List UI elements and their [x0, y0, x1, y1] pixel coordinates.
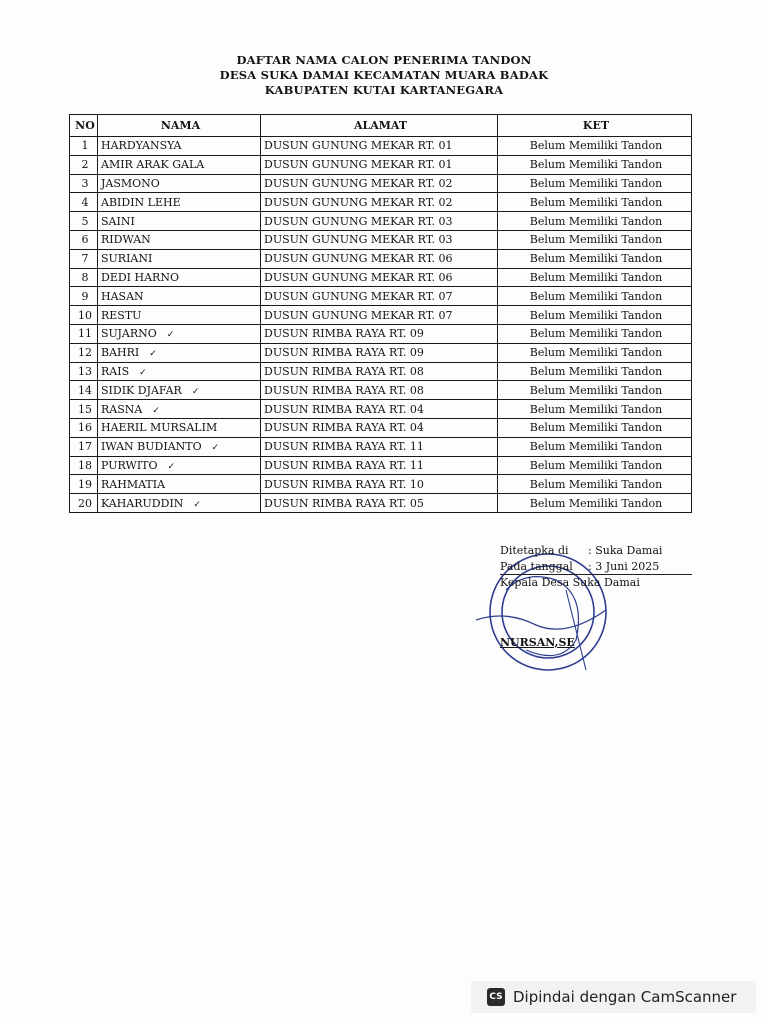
place-value: : Suka Damai [588, 544, 663, 557]
table-body [70, 137, 692, 513]
row-status-text: Belum Memiliki Tandon [529, 289, 663, 303]
row-status-text: Belum Memiliki Tandon [529, 383, 663, 397]
row-address [261, 212, 498, 231]
row-address [261, 137, 498, 156]
row-status-text: Belum Memiliki Tandon [529, 327, 663, 341]
row-address [261, 362, 498, 381]
row-number-text: 3 [81, 176, 89, 190]
row-name-text: KAHARUDDIN [101, 496, 184, 510]
row-address-text: DUSUN RIMBA RAYA RT. 11 [264, 440, 424, 454]
row-status-text: Belum Memiliki Tandon [529, 214, 663, 228]
row-status [498, 137, 692, 156]
row-status [498, 212, 692, 231]
date-value: : 3 Juni 2025 [588, 559, 660, 573]
row-number [70, 230, 98, 249]
row-status [498, 230, 692, 249]
row-number-text: 6 [81, 233, 89, 247]
row-number [70, 268, 98, 287]
row-status [498, 437, 692, 456]
row-name [98, 137, 261, 156]
row-status-text: Belum Memiliki Tandon [529, 364, 663, 378]
row-name [98, 437, 261, 456]
row-address-text: DUSUN GUNUNG MEKAR RT. 06 [264, 270, 453, 284]
table-row [70, 456, 692, 475]
row-address-text: DUSUN RIMBA RAYA RT. 08 [264, 364, 424, 378]
row-name [98, 268, 261, 287]
row-address-text: DUSUN GUNUNG MEKAR RT. 06 [264, 252, 453, 266]
row-number [70, 475, 98, 494]
row-status [498, 324, 692, 343]
row-address [261, 306, 498, 325]
row-name [98, 475, 261, 494]
row-status-text: Belum Memiliki Tandon [529, 252, 663, 266]
row-number-text: 9 [81, 289, 89, 303]
row-address [261, 174, 498, 193]
header-nama: NAMA [98, 115, 261, 137]
row-name-text: ABIDIN LEHE [101, 195, 181, 209]
row-number [70, 437, 98, 456]
row-status-text: Belum Memiliki Tandon [529, 496, 663, 510]
table-row [70, 362, 692, 381]
row-status-text: Belum Memiliki Tandon [529, 421, 663, 435]
table-row [70, 212, 692, 231]
row-number [70, 362, 98, 381]
row-number-text: 19 [78, 477, 92, 491]
row-name [98, 306, 261, 325]
row-name [98, 381, 261, 400]
table-row [70, 494, 692, 513]
row-name [98, 155, 261, 174]
row-address-text: DUSUN RIMBA RAYA RT. 11 [264, 458, 424, 472]
row-name [98, 343, 261, 362]
row-status [498, 381, 692, 400]
row-address [261, 193, 498, 212]
row-number [70, 400, 98, 419]
row-name-text: RASNA [101, 402, 143, 416]
row-name [98, 324, 261, 343]
row-name [98, 212, 261, 231]
row-status-text: Belum Memiliki Tandon [529, 440, 663, 454]
row-address-text: DUSUN RIMBA RAYA RT. 04 [264, 402, 424, 416]
table-row [70, 437, 692, 456]
checkmark-icon: ✓ [191, 386, 200, 397]
row-status [498, 343, 692, 362]
row-address [261, 400, 498, 419]
row-address-text: DUSUN RIMBA RAYA RT. 05 [264, 496, 424, 510]
row-number-text: 16 [78, 421, 92, 435]
row-number-text: 12 [78, 346, 92, 360]
table-row [70, 268, 692, 287]
row-number [70, 343, 98, 362]
table-row [70, 249, 692, 268]
title-line-3: KABUPATEN KUTAI KARTANEGARA [264, 83, 504, 97]
row-number-text: 7 [81, 252, 89, 266]
table-row [70, 400, 692, 419]
table-row [70, 306, 692, 325]
row-status [498, 475, 692, 494]
row-status [498, 418, 692, 437]
place-label: Ditetapka di [500, 544, 569, 557]
row-name-text: RAIS [101, 364, 130, 378]
title-line-2: DESA SUKA DAMAI KECAMATAN MUARA BADAK [219, 68, 549, 82]
row-name-text: AMIR ARAK GALA [101, 158, 205, 172]
row-number [70, 324, 98, 343]
row-name [98, 230, 261, 249]
row-address [261, 343, 498, 362]
row-status [498, 287, 692, 306]
row-address-text: DUSUN RIMBA RAYA RT. 08 [264, 383, 424, 397]
row-address [261, 456, 498, 475]
row-name-text: RAHMATIA [101, 477, 166, 491]
table-row [70, 343, 692, 362]
checkmark-icon: ✓ [152, 405, 160, 416]
row-status-text: Belum Memiliki Tandon [529, 139, 663, 153]
row-name [98, 494, 261, 513]
row-status-text: Belum Memiliki Tandon [529, 195, 663, 209]
row-name [98, 400, 261, 419]
row-name-text: HARDYANSYA [101, 139, 182, 153]
camscanner-badge [471, 981, 756, 1013]
signer-name: NURSAN,SE [500, 636, 575, 649]
header-no: NO [70, 115, 98, 137]
row-number-text: 2 [81, 158, 89, 172]
row-name-text: PURWITO [101, 458, 158, 472]
row-address [261, 324, 498, 343]
checkmark-icon: ✓ [211, 443, 220, 454]
row-name-text: RESTU [101, 308, 142, 322]
row-name-text: SIDIK DJAFAR [101, 383, 182, 397]
row-number-text: 5 [81, 214, 89, 228]
row-name [98, 193, 261, 212]
table-row [70, 193, 692, 212]
row-address [261, 418, 498, 437]
row-name-text: IWAN BUDIANTO [101, 440, 202, 454]
row-status-text: Belum Memiliki Tandon [529, 176, 663, 190]
row-address-text: DUSUN GUNUNG MEKAR RT. 02 [264, 195, 453, 209]
table-row [70, 381, 692, 400]
row-number-text: 18 [78, 458, 92, 472]
row-address-text: DUSUN GUNUNG MEKAR RT. 01 [264, 139, 453, 153]
table-row [70, 287, 692, 306]
row-address-text: DUSUN GUNUNG MEKAR RT. 01 [264, 158, 453, 172]
row-address-text: DUSUN GUNUNG MEKAR RT. 02 [264, 176, 453, 190]
row-address-text: DUSUN GUNUNG MEKAR RT. 07 [264, 308, 453, 322]
row-name-text: JASMONO [101, 176, 160, 190]
row-number [70, 456, 98, 475]
table-header-row [70, 115, 692, 137]
table-row [70, 324, 692, 343]
row-number [70, 155, 98, 174]
row-name-text: SUJARNO [101, 327, 157, 341]
title-line-1: DAFTAR NAMA CALON PENERIMA TANDON [236, 53, 532, 67]
row-number-text: 15 [78, 402, 92, 416]
row-status-text: Belum Memiliki Tandon [529, 346, 663, 360]
checkmark-icon: ✓ [166, 330, 175, 341]
row-name [98, 418, 261, 437]
row-number-text: 20 [78, 496, 92, 510]
row-number [70, 494, 98, 513]
recipient-table [69, 114, 692, 513]
row-address [261, 230, 498, 249]
row-status [498, 494, 692, 513]
row-status [498, 456, 692, 475]
row-number [70, 287, 98, 306]
row-status [498, 174, 692, 193]
row-status [498, 249, 692, 268]
row-number-text: 13 [78, 364, 92, 378]
row-number [70, 249, 98, 268]
row-name-text: SURIANI [101, 252, 153, 266]
row-address-text: DUSUN GUNUNG MEKAR RT. 03 [264, 233, 453, 247]
date-label: Pada tanggal [500, 559, 573, 573]
table-row [70, 155, 692, 174]
row-status-text: Belum Memiliki Tandon [529, 402, 663, 416]
row-number-text: 4 [81, 195, 89, 209]
row-number [70, 212, 98, 231]
row-status [498, 362, 692, 381]
row-name [98, 287, 261, 306]
row-address-text: DUSUN RIMBA RAYA RT. 10 [264, 477, 424, 491]
row-status [498, 155, 692, 174]
signature-block [500, 543, 700, 649]
table-row [70, 475, 692, 494]
header-alamat: ALAMAT [261, 115, 498, 137]
row-name [98, 362, 261, 381]
table-row [70, 230, 692, 249]
row-address [261, 494, 498, 513]
row-status [498, 306, 692, 325]
row-address-text: DUSUN GUNUNG MEKAR RT. 07 [264, 289, 453, 303]
row-number [70, 137, 98, 156]
checkmark-icon: ✓ [193, 499, 201, 510]
row-number [70, 174, 98, 193]
row-number-text: 14 [78, 383, 92, 397]
table-row [70, 137, 692, 156]
table-row [70, 418, 692, 437]
row-name [98, 174, 261, 193]
camscanner-label: Dipindai dengan CamScanner [513, 988, 737, 1006]
checkmark-icon: ✓ [167, 461, 176, 472]
row-status-text: Belum Memiliki Tandon [529, 158, 663, 172]
row-name-text: RIDWAN [101, 233, 151, 247]
checkmark-icon: ✓ [139, 367, 147, 378]
header-ket: KET [498, 115, 692, 137]
row-name-text: BAHRI [101, 346, 140, 360]
row-number [70, 193, 98, 212]
row-address-text: DUSUN RIMBA RAYA RT. 09 [264, 327, 424, 341]
checkmark-icon: ✓ [149, 349, 157, 360]
row-address [261, 381, 498, 400]
row-name-text: SAINI [101, 214, 135, 228]
row-address [261, 268, 498, 287]
row-name [98, 249, 261, 268]
row-status-text: Belum Memiliki Tandon [529, 233, 663, 247]
document-title [0, 53, 768, 98]
row-status-text: Belum Memiliki Tandon [529, 270, 663, 284]
row-number [70, 381, 98, 400]
row-address [261, 287, 498, 306]
row-address [261, 437, 498, 456]
table-row [70, 174, 692, 193]
row-name-text: HASAN [101, 289, 144, 303]
signer-position: Kepala Desa Suka Damai [500, 576, 640, 589]
row-status [498, 268, 692, 287]
row-address-text: DUSUN GUNUNG MEKAR RT. 03 [264, 214, 453, 228]
row-status [498, 400, 692, 419]
row-name-text: DEDI HARNO [101, 270, 179, 284]
row-status-text: Belum Memiliki Tandon [529, 477, 663, 491]
row-number-text: 10 [78, 308, 92, 322]
row-name-text: HAERIL MURSALIM [101, 421, 218, 435]
row-address [261, 249, 498, 268]
row-number-text: 1 [81, 139, 89, 153]
row-number-text: 17 [78, 440, 92, 454]
row-address [261, 155, 498, 174]
row-number [70, 306, 98, 325]
row-address-text: DUSUN RIMBA RAYA RT. 04 [264, 421, 424, 435]
row-status-text: Belum Memiliki Tandon [529, 458, 663, 472]
row-name [98, 456, 261, 475]
row-number [70, 418, 98, 437]
row-number-text: 11 [78, 327, 92, 341]
row-status-text: Belum Memiliki Tandon [529, 308, 663, 322]
row-number-text: 8 [81, 270, 89, 284]
row-address [261, 475, 498, 494]
row-status [498, 193, 692, 212]
camscanner-logo-icon: CS [487, 988, 505, 1006]
row-address-text: DUSUN RIMBA RAYA RT. 09 [264, 346, 424, 360]
